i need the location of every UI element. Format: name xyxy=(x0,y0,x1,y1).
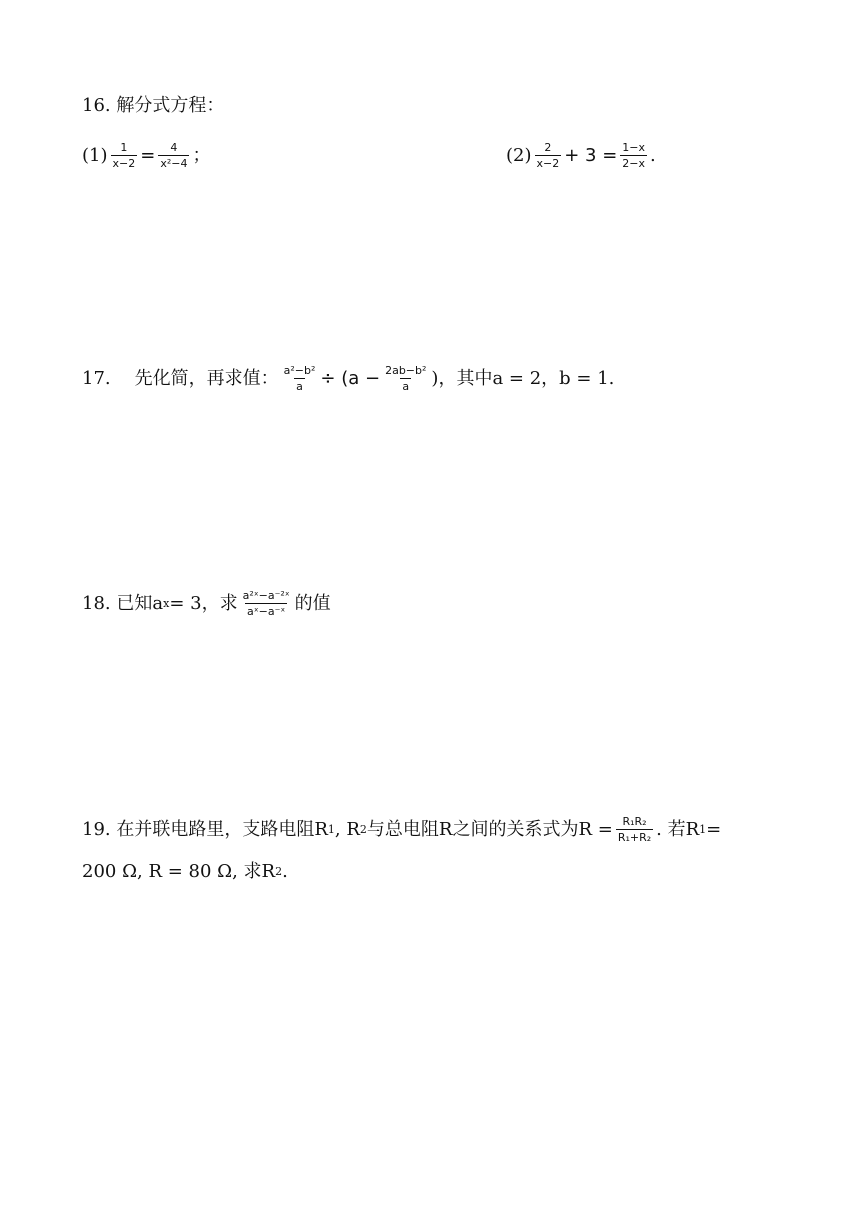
problem-18-prefix: 18. 已知a xyxy=(82,592,164,614)
fraction-denominator: aˣ−a⁻ˣ xyxy=(246,605,286,618)
division-expression: ÷ (a − xyxy=(320,367,381,389)
text-segment: 200 Ω, R = 80 Ω, 求R xyxy=(82,861,276,882)
fraction-denominator: x−2 xyxy=(112,157,136,170)
problem-17-prefix: 先化简，再求值： xyxy=(134,367,279,389)
problem-16-title-text: 16. 解分式方程： xyxy=(82,95,225,116)
text-segment: , R xyxy=(334,818,360,840)
fraction-lhs xyxy=(111,141,138,170)
problem-number: 17. xyxy=(82,367,111,389)
part-label: (1) xyxy=(82,144,108,166)
problem-18: 18. 已知a x = 3，求 $\frac{\text{a²ˣ−a⁻²ˣ}}{\text{aˣ−a⁻ˣ}}$ 的值 xyxy=(82,589,331,618)
problem-17 xyxy=(82,364,614,393)
fraction-numerator: 4 xyxy=(170,141,178,154)
text-segment: 19. 在并联电路里，支路电阻R xyxy=(82,818,328,840)
text-segment: . 若R xyxy=(656,818,700,840)
fraction-denominator: 2−x xyxy=(622,157,646,170)
fraction-lhs xyxy=(535,141,562,170)
fraction-rhs xyxy=(158,141,189,170)
fraction-numerator: R₁R₂ xyxy=(622,815,647,828)
fraction-denominator: x−2 xyxy=(536,157,560,170)
fraction-1 xyxy=(282,364,318,393)
fraction-denominator: a xyxy=(402,380,410,393)
fraction-denominator: R₁+R₂ xyxy=(617,831,652,844)
fraction-numerator: a²ˣ−a⁻²ˣ xyxy=(242,589,290,602)
problem-18-suffix: 的值 xyxy=(294,592,331,614)
fraction-numerator: 1−x xyxy=(622,141,646,154)
text-segment: . xyxy=(282,861,288,882)
problem-19-line-1: 19. 在并联电路里，支路电阻R 1 , R 2 与总电阻R之间的关系式为R = $\frac{\text{R₁R₂}}{\text{R₁+R₂}}$ . 若R 1 = xyxy=(82,815,722,844)
part-label: (2) xyxy=(506,144,532,166)
punctuation: ； xyxy=(192,144,211,166)
fraction-rhs xyxy=(620,141,647,170)
fraction-numerator: 1 xyxy=(120,141,128,154)
problem-19-line-2: 200 Ω, R = 80 Ω, 求R 2 . xyxy=(82,861,288,882)
text-segment: 与总电阻R之间的关系式为R = xyxy=(366,818,613,840)
fraction xyxy=(616,815,653,844)
problem-16-part-1 xyxy=(82,141,210,170)
fraction-numerator: a²−b² xyxy=(283,364,316,377)
fraction-denominator: x²−4 xyxy=(160,157,188,170)
fraction-denominator: a xyxy=(296,380,303,393)
equals-sign: = xyxy=(140,144,156,166)
punctuation: . xyxy=(650,144,656,166)
fraction-numerator: 2 xyxy=(544,141,552,154)
fraction xyxy=(241,589,292,618)
problem-18-mid: = 3，求 xyxy=(169,592,238,614)
fraction-numerator: 2ab−b² xyxy=(385,364,427,377)
plus-three-equals: + 3 = xyxy=(564,144,618,166)
fraction-2 xyxy=(383,364,428,393)
text-segment: = xyxy=(706,818,722,840)
problem-16-title xyxy=(82,94,224,118)
problem-16-part-2 xyxy=(506,141,656,170)
problem-17-suffix: )，其中a = 2，b = 1. xyxy=(431,367,615,389)
